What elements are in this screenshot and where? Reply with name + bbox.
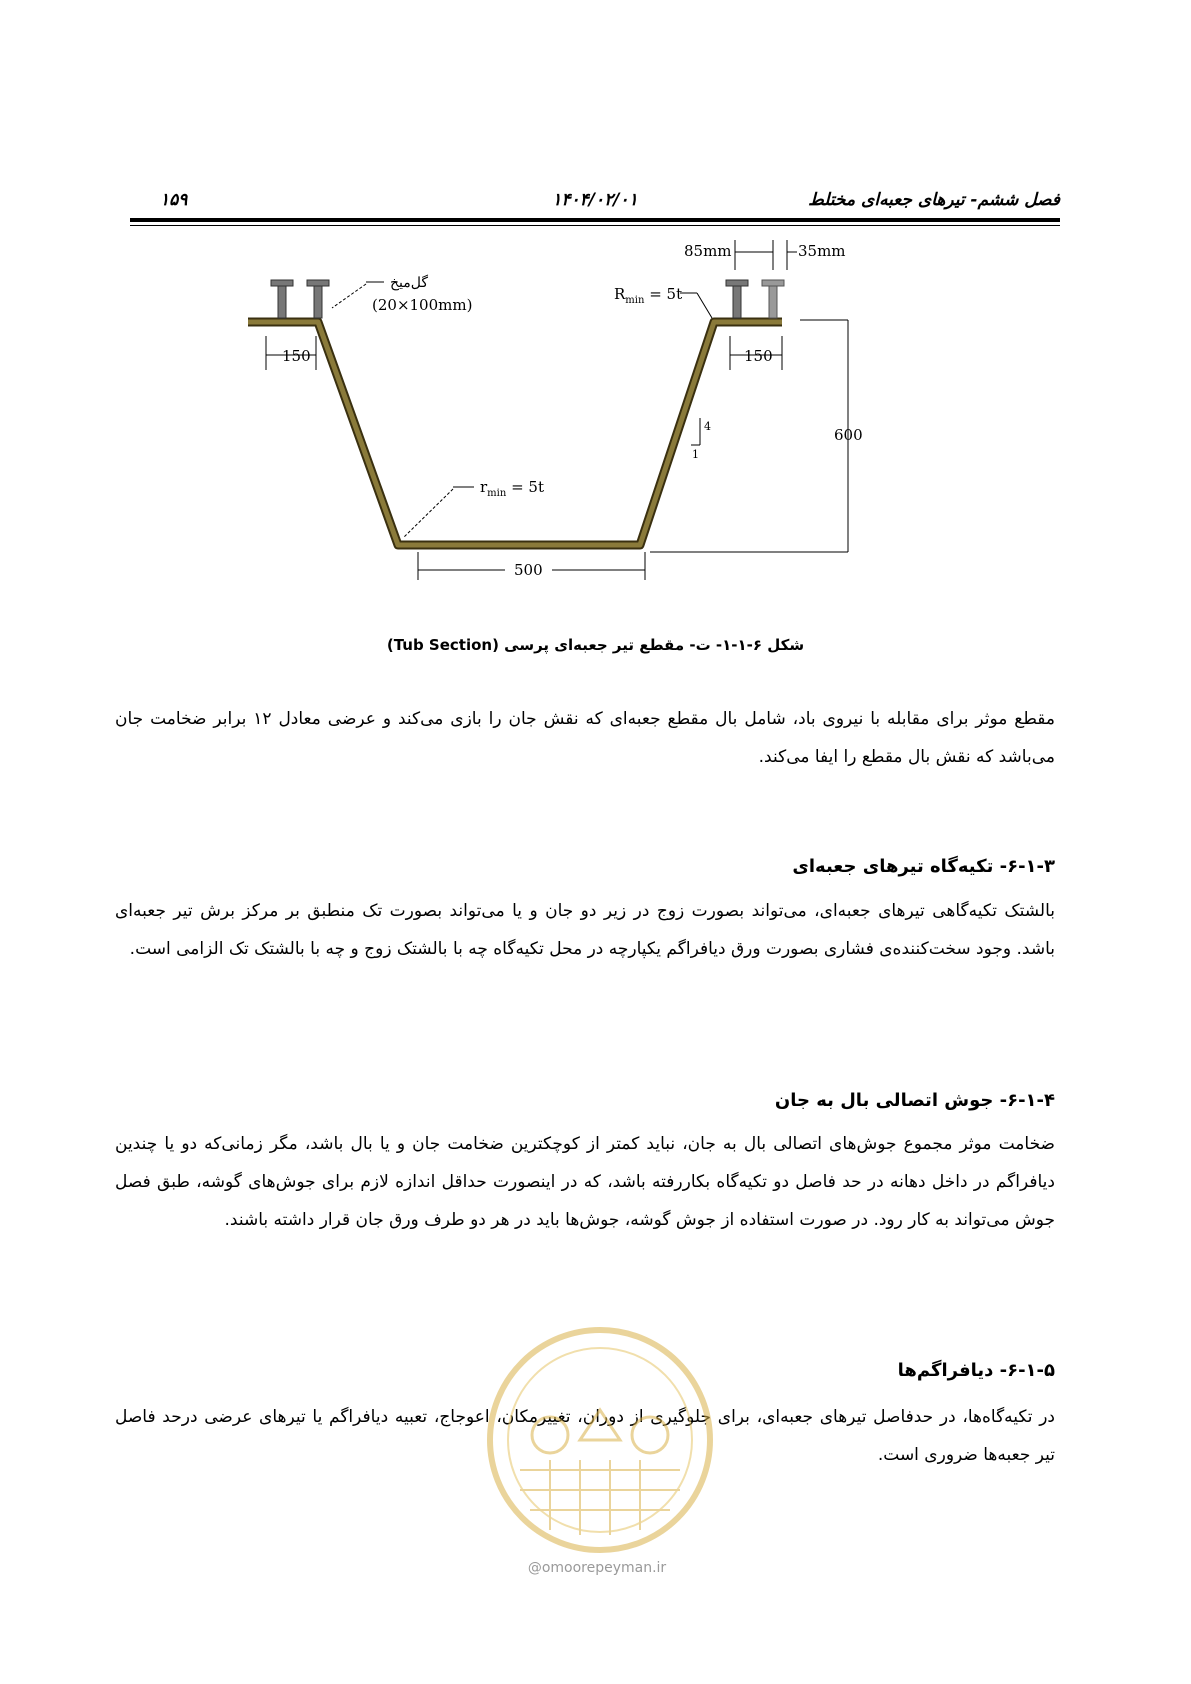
- figure-caption: شکل ۶-۱-۱- ت- مقطع تیر جعبه‌ای پرسی (Tub Section): [386, 636, 805, 654]
- page-header: [130, 186, 1060, 220]
- stud-right-1: [726, 280, 748, 318]
- chapter-title: فصل ششم- تیرهای جعبه‌ای مختلط: [808, 190, 1060, 210]
- paragraph-wind-section: مقطع موثر برای مقابله با نیروی باد، شامل بال مقطع جعبه‌ای که نقش جان را بازی می‌کند و عرضی معادل ۱۲ برابر ضخامت جان می‌باشد که نقش بال مقطع را ایفا می‌کند.: [115, 709, 1056, 767]
- page-number: ۱۵۹: [160, 190, 188, 210]
- stud-right-2: [762, 280, 784, 318]
- slope-rise: 4: [704, 420, 711, 433]
- header-date: ۱۴۰۴/۰۲/۰۱: [552, 190, 638, 210]
- header-rule-thin: [130, 225, 1060, 226]
- stud-left-1: [271, 280, 293, 318]
- dim-depth: 600: [834, 426, 863, 444]
- heading-flange-web-weld: ۶-۱-۴- جوش اتصالی بال به جان: [774, 1090, 1055, 1111]
- dim-flange-right: 150: [744, 347, 773, 365]
- stud-label: گل‌میخ: [390, 275, 429, 291]
- dim-35mm: 35mm: [798, 242, 846, 260]
- paragraph-supports: بالشتک تکیه‌گاهی تیرهای جعبه‌ای، می‌تواند بصورت زوج در زیر دو جان و یا می‌تواند بصورت تک منطبق بر مرکز برش تیر جعبه‌ای باشد. وجود سخت‌کننده‌ی فشاری بصورت ورق دیافراگم یکپارچه در محل تکیه‌گاه چه با بالشتک زوج و چه با بالشتک تک الزامی است.: [115, 901, 1055, 959]
- watermark-logo: [480, 1320, 720, 1560]
- paragraph-weld: ضخامت موثر مجموع جوش‌های اتصالی بال به جان، نباید کمتر از کوچکترین ضخامت جان و یا بال باشد، مگر زمانی‌که دو یا چندین دیافراگم در داخل دهانه در حد فاصل دو تکیه‌گاه بکاررفته باشد، که در اینصورت حداقل اندازه لازم برای جوش‌های گوشه، طبق فصل جوش می‌تواند به کار رود. در صورت استفاده از جوش گوشه، جوش‌ها باید در هر دو طرف ورق جان قرار داشته باشند.: [115, 1134, 1055, 1230]
- R-min-label: $R_{min} = 5t$: [614, 285, 683, 306]
- header-rule-thick: [130, 218, 1060, 222]
- heading-box-girder-supports: ۶-۱-۳- تکیه‌گاه تیرهای جعبه‌ای: [792, 856, 1055, 877]
- r-min-label: $r_{min} = 5t$: [480, 478, 544, 499]
- dim-flange-left: 150: [282, 347, 311, 365]
- watermark-url: @omoorepeyman.ir: [527, 1560, 667, 1576]
- dim-bottom-width: 500: [514, 561, 543, 579]
- stud-left-2: [307, 280, 329, 318]
- stud-size: (20×100mm): [372, 296, 473, 314]
- slope-run: 1: [692, 448, 699, 461]
- heading-diaphragms: ۶-۱-۵- دیافراگم‌ها: [897, 1360, 1055, 1381]
- tub-section-figure: [0, 240, 1191, 620]
- dim-85mm: 85mm: [684, 242, 732, 260]
- paragraph-diaphragms: در تکیه‌گاه‌ها، در حدفاصل تیرهای جعبه‌ای، برای جلوگیری از دوران، تغییرمکان، اعوجاج، تعبیه دیافراگم یا تیرهای عرضی درحد فاصل تیر جعبه‌ها ضروری است.: [115, 1407, 1055, 1465]
